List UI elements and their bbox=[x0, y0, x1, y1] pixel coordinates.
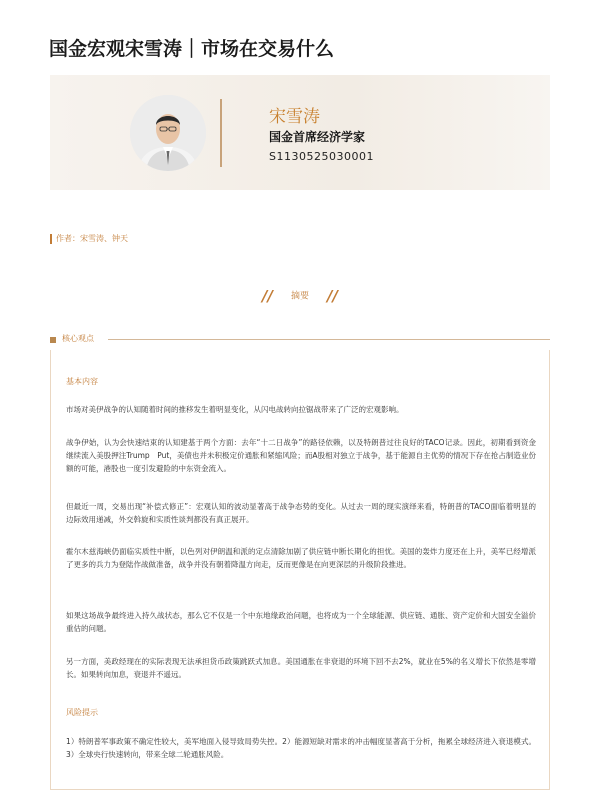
risk-paragraph: 1）特朗普军事政策不确定性较大，美军地面入侵导致局势失控。2）能源短缺对需求的冲击幅度显著高于分析，拖累全球经济进入衰退模式。3）全球央行快速转向，带来全球二轮通胀风险。 bbox=[66, 737, 536, 759]
basic-content-heading: 基本内容 bbox=[66, 377, 98, 386]
body-paragraph: 如果这场战争最终进入持久战状态，那么它不仅是一个中东地缘政治问题，也将成为一个全球能源、供应链、通胀、资产定价和大国安全溢价重估的问题。 bbox=[66, 611, 536, 633]
body-paragraph: 战争伊始，认为会快速结束的认知建基于两个方面：去年“十二日战争”的路径依赖，以及特朗普过往良好的TACO记录。因此，初期看到资金继续流入美股押注Trump Put，美债也并未积极定价通胀和紧缩风险；而A股相对独立于战争，基于能源自主优势的情况下存在抢占制造业份额的可能，港股也一度引发避险的中东资金流入。 bbox=[66, 438, 536, 473]
authors-line bbox=[50, 233, 128, 244]
abstract-label: 摘要 bbox=[290, 291, 309, 302]
authors-text: 作者：宋雪涛、钟天 bbox=[56, 234, 128, 243]
square-bullet-icon bbox=[50, 337, 56, 343]
page-title: 国金宏观宋雪涛｜市场在交易什么 bbox=[49, 38, 335, 60]
author-banner bbox=[50, 75, 550, 190]
slash-decoration-left: // bbox=[262, 287, 273, 305]
slash-decoration-right: // bbox=[327, 287, 338, 305]
section-rule bbox=[108, 339, 550, 340]
body-paragraph: 霍尔木兹海峡仍面临实质性中断，以色列对伊朗温和派的定点清除加剧了供应链中断长期化的担忧。美国的轰炸力度还在上升，美军已经增派了更多的兵力为登陆作战做准备，战争并没有朝着降温方向走，反而更像是在向更深层的升级阶段推进。 bbox=[66, 547, 536, 569]
author-name: 宋雪涛 bbox=[269, 107, 320, 127]
body-paragraph: 另一方面，美政经现在的实际表现无法承担货币政策跳跃式加息。美国通胀在非衰退的环境下回不去2%，就业在5%的名义增长下依然是零增长。如果转向加息，衰退并不遥远。 bbox=[66, 657, 536, 679]
risk-heading: 风险提示 bbox=[66, 708, 98, 717]
author-license-id: S1130525030001 bbox=[269, 150, 374, 163]
body-paragraph: 但最近一周，交易出现“补偿式修正”：宏观认知的波动显著高于战争态势的变化。从过去一周的现实演绎来看，特朗普的TACO面临着明显的边际效用递减，外交斡旋和实质性谈判都没有真正展开。 bbox=[66, 502, 536, 524]
accent-bar bbox=[50, 234, 52, 244]
body-paragraph: 市场对美伊战争的认知随着时间的推移发生着明显变化，从闪电战转向拉锯战带来了广泛的宏观影响。 bbox=[66, 405, 404, 414]
divider-line bbox=[220, 99, 222, 167]
core-section-label: 核心观点 bbox=[62, 334, 94, 343]
core-section-header bbox=[50, 333, 550, 345]
author-avatar bbox=[130, 95, 206, 171]
author-title: 国金首席经济学家 bbox=[269, 130, 366, 144]
abstract-heading bbox=[0, 287, 600, 305]
